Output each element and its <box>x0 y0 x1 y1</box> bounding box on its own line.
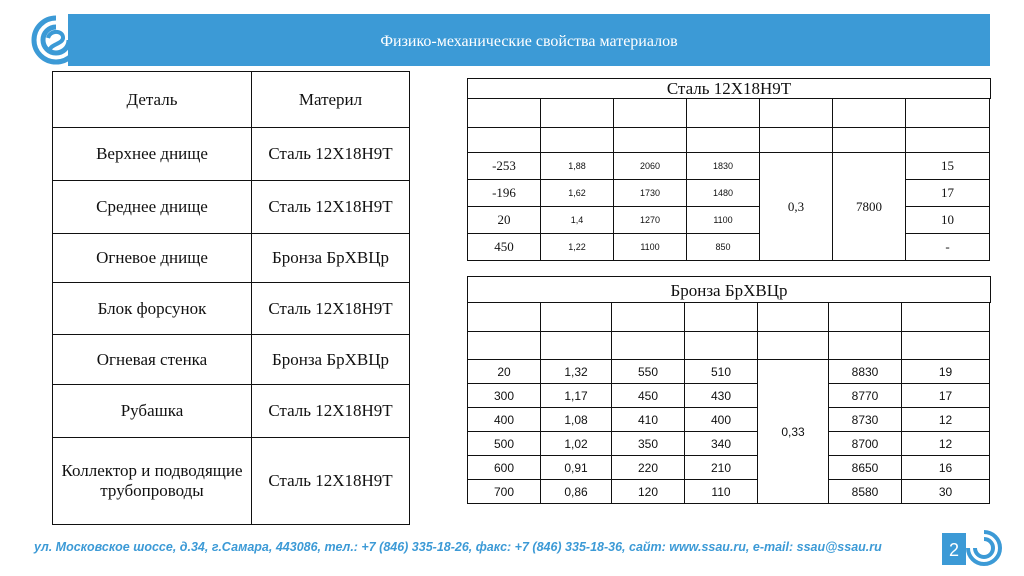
header-cell <box>685 332 758 360</box>
material-name: Сталь 12Х18Н9Т <box>252 438 410 525</box>
value-cell: 30 <box>902 480 990 504</box>
value-cell: 12 <box>902 408 990 432</box>
header-cell <box>541 128 614 153</box>
temperature-cell: -253 <box>468 153 541 180</box>
table-row <box>468 480 990 504</box>
header-cell <box>902 332 990 360</box>
material-name: Сталь 12Х18Н9Т <box>252 128 410 181</box>
header-cell <box>541 99 614 128</box>
value-cell: 1480 <box>687 180 760 207</box>
table-row <box>53 283 410 335</box>
header-cell-material: Материл <box>252 72 410 128</box>
temperature-cell: 700 <box>468 480 541 504</box>
part-name: Огневая стенка <box>53 335 252 385</box>
temperature-cell: 600 <box>468 456 541 480</box>
density-cell: 8830 <box>829 360 902 384</box>
steel-table-title: Сталь 12Х18Н9Т <box>467 78 991 99</box>
value-cell: 1100 <box>614 234 687 261</box>
header-cell <box>468 332 541 360</box>
value-cell: 1,88 <box>541 153 614 180</box>
page-number: 2 <box>942 533 966 565</box>
value-cell: 1,08 <box>541 408 612 432</box>
material-name: Сталь 12Х18Н9Т <box>252 283 410 335</box>
part-name: Верхнее днище <box>53 128 252 181</box>
value-cell: 510 <box>685 360 758 384</box>
value-cell: 120 <box>612 480 685 504</box>
header-cell <box>612 303 685 332</box>
table-row <box>468 384 990 408</box>
poisson-cell: 0,33 <box>758 360 829 504</box>
value-cell: 15 <box>906 153 990 180</box>
value-cell: 400 <box>685 408 758 432</box>
footer-contact-info: ул. Московское шоссе, д.34, г.Самара, 443086, тел.: +7 (846) 335-18-26, факс: +7 (846) 335-18-36, сайт: www.ssau.ru, e-mail: ssau@ssau.ru <box>34 540 882 554</box>
value-cell: 220 <box>612 456 685 480</box>
table-row <box>468 408 990 432</box>
header-cell <box>685 303 758 332</box>
header-cell <box>906 99 990 128</box>
value-cell: 1730 <box>614 180 687 207</box>
value-cell: 1100 <box>687 207 760 234</box>
bronze-table-title: Бронза БрХВЦр <box>467 276 991 303</box>
material-name: Сталь 12Х18Н9Т <box>252 385 410 438</box>
table-row <box>468 360 990 384</box>
header-cell <box>758 303 829 332</box>
part-name: Коллектор и подводящие трубопроводы <box>53 438 252 525</box>
table-header-row <box>468 99 990 128</box>
header-cell <box>833 128 906 153</box>
value-cell: 110 <box>685 480 758 504</box>
header-cell <box>614 128 687 153</box>
table-row <box>53 438 410 525</box>
header-cell <box>541 332 612 360</box>
temperature-cell: 300 <box>468 384 541 408</box>
header-cell <box>760 99 833 128</box>
value-cell: 17 <box>902 384 990 408</box>
header-cell <box>468 303 541 332</box>
header-cell-part: Деталь <box>53 72 252 128</box>
part-name: Блок форсунок <box>53 283 252 335</box>
value-cell: 850 <box>687 234 760 261</box>
value-cell: 10 <box>906 207 990 234</box>
ssau-logo-icon <box>966 530 1002 566</box>
value-cell: 1,22 <box>541 234 614 261</box>
table-row <box>468 180 990 207</box>
density-cell: 8730 <box>829 408 902 432</box>
table-row <box>53 385 410 438</box>
header-cell <box>468 99 541 128</box>
table-row <box>53 128 410 181</box>
header-cell <box>902 303 990 332</box>
header-cell <box>541 303 612 332</box>
value-cell: 550 <box>612 360 685 384</box>
title-bar <box>68 14 990 66</box>
value-cell: - <box>906 234 990 261</box>
header-cell <box>760 128 833 153</box>
table-row <box>468 456 990 480</box>
table-header-row <box>468 303 990 332</box>
header-cell <box>833 99 906 128</box>
header-cell <box>687 99 760 128</box>
value-cell: 430 <box>685 384 758 408</box>
density-cell: 7800 <box>833 153 906 261</box>
temperature-cell: 400 <box>468 408 541 432</box>
value-cell: 350 <box>612 432 685 456</box>
part-name: Рубашка <box>53 385 252 438</box>
material-name: Бронза БрХВЦр <box>252 335 410 385</box>
temperature-cell: 20 <box>468 207 541 234</box>
value-cell: 0,86 <box>541 480 612 504</box>
value-cell: 1270 <box>614 207 687 234</box>
material-name: Бронза БрХВЦр <box>252 234 410 283</box>
value-cell: 1,17 <box>541 384 612 408</box>
table-row <box>468 153 990 180</box>
table-row <box>468 234 990 261</box>
table-row <box>468 207 990 234</box>
value-cell: 410 <box>612 408 685 432</box>
bronze-properties-table <box>467 302 990 504</box>
header-cell <box>829 332 902 360</box>
value-cell: 2060 <box>614 153 687 180</box>
parts-materials-table <box>52 71 410 525</box>
value-cell: 16 <box>902 456 990 480</box>
value-cell: 450 <box>612 384 685 408</box>
value-cell: 210 <box>685 456 758 480</box>
density-cell: 8580 <box>829 480 902 504</box>
header-cell <box>468 128 541 153</box>
value-cell: 1,32 <box>541 360 612 384</box>
table-header-row <box>468 332 990 360</box>
table-row <box>468 432 990 456</box>
header-cell <box>614 99 687 128</box>
temperature-cell: 20 <box>468 360 541 384</box>
poisson-cell: 0,3 <box>760 153 833 261</box>
table-header-row <box>468 128 990 153</box>
value-cell: 0,91 <box>541 456 612 480</box>
header-cell <box>829 303 902 332</box>
value-cell: 17 <box>906 180 990 207</box>
density-cell: 8770 <box>829 384 902 408</box>
part-name: Среднее днище <box>53 181 252 234</box>
value-cell: 12 <box>902 432 990 456</box>
header-cell <box>612 332 685 360</box>
table-row <box>53 234 410 283</box>
part-name: Огневое днище <box>53 234 252 283</box>
slide-header <box>0 14 990 66</box>
value-cell: 1,02 <box>541 432 612 456</box>
value-cell: 1,62 <box>541 180 614 207</box>
table-row <box>53 181 410 234</box>
table-row <box>53 335 410 385</box>
header-cell <box>906 128 990 153</box>
value-cell: 1,4 <box>541 207 614 234</box>
density-cell: 8700 <box>829 432 902 456</box>
header-cell <box>687 128 760 153</box>
header-cell <box>758 332 829 360</box>
temperature-cell: 450 <box>468 234 541 261</box>
value-cell: 19 <box>902 360 990 384</box>
page-title: Физико-механические свойства материалов <box>380 33 678 50</box>
density-cell: 8650 <box>829 456 902 480</box>
value-cell: 1830 <box>687 153 760 180</box>
value-cell: 340 <box>685 432 758 456</box>
temperature-cell: -196 <box>468 180 541 207</box>
steel-properties-table <box>467 98 990 261</box>
material-name: Сталь 12Х18Н9Т <box>252 181 410 234</box>
temperature-cell: 500 <box>468 432 541 456</box>
